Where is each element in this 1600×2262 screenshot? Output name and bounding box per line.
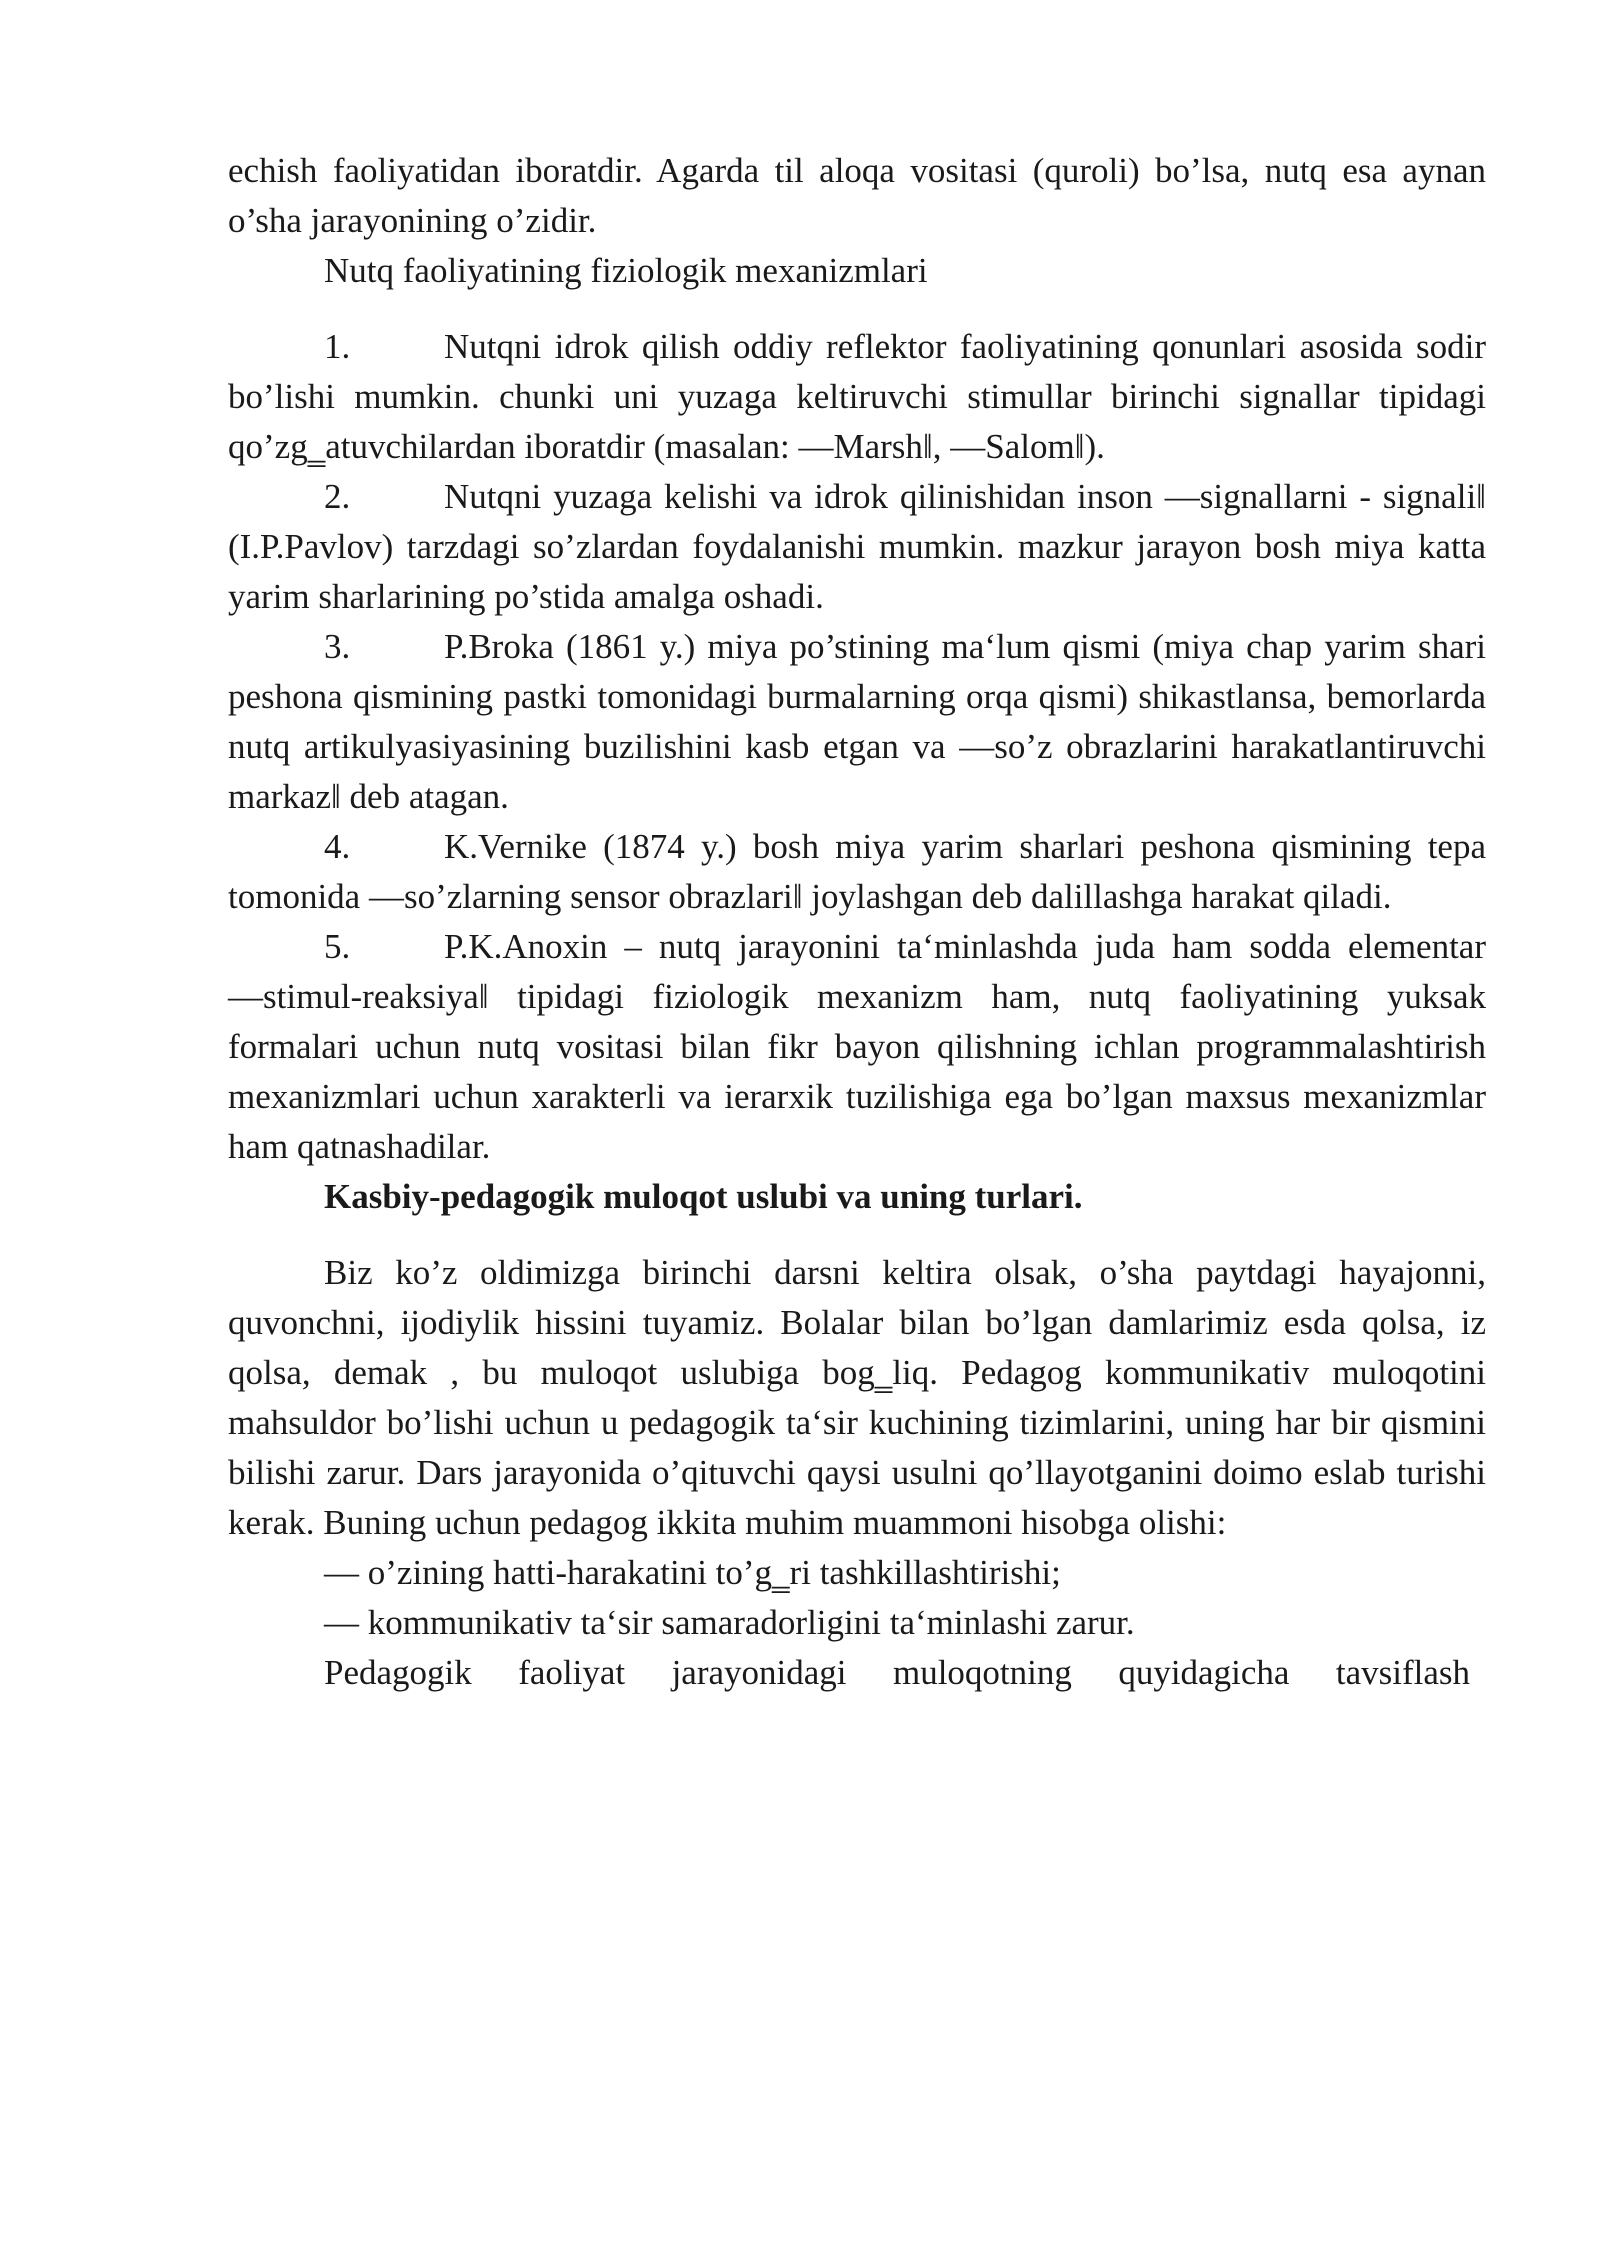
list-item-text: P.Broka (1861 y.) miya po’stining ma‘lum qismi (miya chap yarim shari peshona qismining pastki tomonidagi burmalarning orqa qismi) shikastlansa, bemorlarda nutq artikulyasiyasining buzilishini kasb etgan va ―so’z obrazlarini harakatlantiruvchi markaz‖ deb atagan. <box>228 627 1486 816</box>
list-item <box>228 472 1486 622</box>
trailing-line: Pedagogik faoliyat jarayonidagi muloqotning quyidagicha tavsiflash <box>324 1653 1470 1692</box>
list-item-text: Nutqni idrok qilish oddiy reflektor faoliyatining qonunlari asosida sodir bo’lishi mumkin. chunki uni yuzaga keltiruvchi stimullar birinchi signallar tipidagi qo’zg‗atuvchilardan iboratdir (masalan: ―Marsh‖, ―Salom‖). <box>228 327 1486 466</box>
section-title-physiology: Nutq faoliyatining fiziologik mexanizmlari <box>324 251 928 290</box>
list-item <box>228 322 1486 472</box>
list-item <box>228 822 1486 922</box>
numbered-list <box>228 322 1486 1172</box>
dash-item: — kommunikativ ta‘sir samaradorligini ta‘minlashi zarur. <box>324 1603 1135 1642</box>
list-item-number: 2. <box>324 477 351 516</box>
list-item <box>228 622 1486 822</box>
dash-item: — o’zining hatti-harakatini to’g‗ri tashkillashtirishi; <box>324 1553 1061 1592</box>
section-title-communication: Kasbiy-pedagogik muloqot uslubi va uning turlari. <box>324 1177 1083 1216</box>
list-item-number: 4. <box>324 827 351 866</box>
list-item <box>228 922 1486 1172</box>
intro-paragraph: echish faoliyatidan iboratdir. Agarda til aloqa vositasi (quroli) bo’lsa, nutq esa aynan o’sha jarayonining o’zidir. <box>228 151 1486 240</box>
list-item-number: 3. <box>324 627 351 666</box>
body-paragraph: Biz ko’z oldimizga birinchi darsni keltira olsak, o’sha paytdagi hayajonni, quvonchni, ijodiylik hissini tuyamiz. Bolalar bilan bo’lgan damlarimiz esda qolsa, iz qolsa, demak , bu muloqot uslubiga bog‗liq. Pedagog kommunikativ muloqotini mahsuldor bo’lishi uchun u pedagogik ta‘sir kuchining tizimlarini, uning har bir qismini bilishi zarur. Dars jarayonida o’qituvchi qaysi usulni qo’llayotganini doimo eslab turishi kerak. Buning uchun pedagog ikkita muhim muammoni hisobga olishi: <box>228 1253 1486 1542</box>
list-item-number: 1. <box>324 327 351 366</box>
list-item-text: K.Vernike (1874 y.) bosh miya yarim sharlari peshona qismining tepa tomonida ―so’zlarning sensor obrazlari‖ joylashgan deb dalillashga harakat qiladi. <box>228 827 1486 916</box>
list-item-text: P.K.Anoxin – nutq jarayonini ta‘minlashda juda ham sodda elementar ―stimul-reaksiya‖ tipidagi fiziologik mexanizm ham, nutq faoliyatining yuksak formalari uchun nutq vositasi bilan fikr bayon qilishning ichlan programmalashtirish mexanizmlari uchun xarakterli va ierarxik tuzilishiga ega bo’lgan maxsus mexanizmlar ham qatnashadilar. <box>228 927 1486 1166</box>
list-item-text: Nutqni yuzaga kelishi va idrok qilinishidan inson ―signallarni - signali‖ (I.P.Pavlov) tarzdagi so’zlardan foydalanishi mumkin. mazkur jarayon bosh miya katta yarim sharlarining po’stida amalga oshadi. <box>228 477 1486 616</box>
document-page <box>228 146 1486 1698</box>
list-item-number: 5. <box>324 927 351 966</box>
